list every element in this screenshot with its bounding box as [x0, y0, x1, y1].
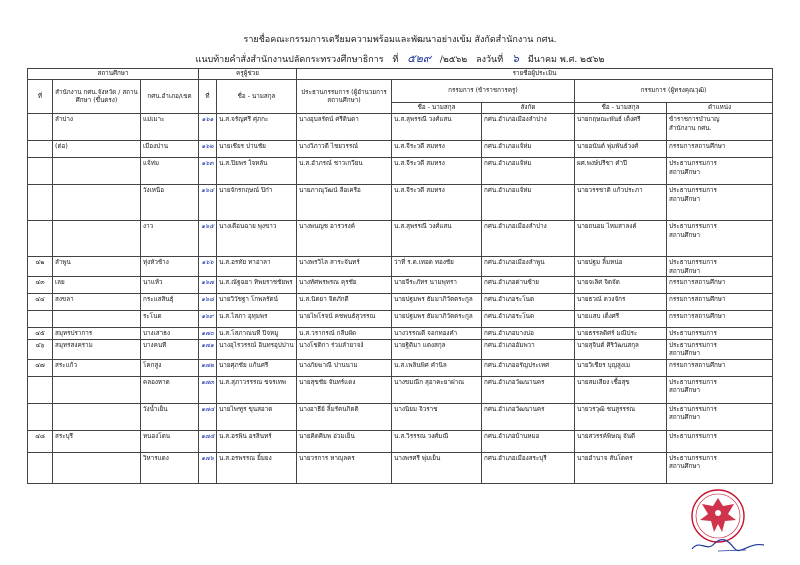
row-mentee-name: นายไพฑูร ขุนสอาด [217, 403, 297, 430]
row-com2-position [667, 430, 773, 452]
row-com2-name: นายจเลิศ จิตจัด [575, 277, 667, 294]
header-district: กศน.อำเภอ/เขต [141, 80, 199, 114]
row-com1-unit: กศน.อำเภอเมืองลำปาง [482, 114, 575, 141]
row-idx: ๑๗๔ [199, 403, 217, 430]
row-mentee-name: นายเชียร ปานชัย [217, 141, 297, 158]
table-row [28, 257, 773, 277]
row-number [28, 158, 53, 185]
table-row [28, 311, 773, 328]
header-mentee: ครูผู้ช่วย [199, 69, 297, 80]
date-rest: มีนาคม พ.ศ. ๒๕๖๒ [527, 55, 605, 65]
row-com2-position-line2: สำนักงาน กศน. [669, 124, 712, 132]
row-com2-position-line2: สถานศึกษา [669, 195, 701, 203]
header-com1-name: ชื่อ - นามสกุล [392, 103, 482, 114]
row-idx: ๑๗๑ [199, 339, 217, 359]
row-com1-name: นายจีระภัทร นามพุทรา [392, 277, 482, 294]
table-row [28, 339, 773, 359]
row-com2-position [667, 328, 773, 340]
row-office [53, 452, 141, 483]
row-com2-position [667, 452, 773, 483]
row-com2-position [667, 114, 773, 141]
row-com2-position [667, 403, 773, 430]
row-mentee-name: น.ส.สุภาวรรรณ ขจรเทพ [217, 376, 297, 403]
row-chair: นายวรการ หาญุลคร [297, 452, 392, 483]
row-com2-position-line1: ประธานกรรมการ [669, 223, 717, 230]
table-row [28, 328, 773, 340]
row-idx: ๑๖๕ [199, 221, 217, 257]
row-idx: ๑๗๒ [199, 359, 217, 376]
row-com2-position-line1: ประธานกรรมการ [669, 330, 717, 337]
row-chair: นางทัศพรพรณ คุรชัย [297, 277, 392, 294]
row-com1-unit: กศน.อำเภอบ้านหมอ [482, 430, 575, 452]
header-com2-name: ชื่อ - นามสกุล [575, 103, 667, 114]
row-chair: นางอาธีย์ ลิ้มรัตนกิตติ [297, 403, 392, 430]
row-mentee-name: น.ส.อรพรรณ ยิ้มยง [217, 452, 297, 483]
row-number [28, 185, 53, 221]
row-chair: นายไพโรจน์ คชพนธ์สุวรรณ [297, 311, 392, 328]
row-office [53, 376, 141, 403]
row-idx: ๑๗๓ [199, 376, 217, 403]
row-com1-name: น.ส.จีระวดี สมทรง [392, 141, 482, 158]
row-com2-position-line1: กรรมการสถานศึกษา [669, 361, 726, 369]
row-com2-position-line2: สถานศึกษา [669, 414, 701, 421]
row-office [53, 221, 141, 257]
row-com2-position-line1: ประธานกรรมการ [669, 454, 717, 462]
row-district: หนองโดน [141, 430, 199, 452]
row-com2-position-line1: ประธานกรรมการ [669, 341, 717, 349]
row-mentee-name: นายวิวัชฐา โกพลรัตน์ [217, 294, 297, 311]
row-com1-name: น.ส.สุพรรณี วงศ์แสน [392, 114, 482, 141]
document-title: รายชื่อคณะกรรมการเตรียมความพร้อมและพัฒนาอย่างเข้ม สังกัดสำนักงาน กศน. [243, 35, 557, 45]
row-com1-unit: กศน.อำเภอบางบ่อ [482, 328, 575, 340]
row-com2-position [667, 257, 773, 277]
row-com2-position [667, 141, 773, 158]
row-com2-name: นายวรวุฒิ ชนสูรรรณ [575, 403, 667, 430]
order-label: ที่ [392, 55, 399, 65]
row-office: ลำปาง [53, 114, 141, 141]
row-com2-name: นายถนอม ไหมสาลงค์ [575, 221, 667, 257]
row-office: สมุทรสงคราม [53, 339, 141, 359]
row-chair: นางพนญช อารวรงค์ [297, 221, 392, 257]
row-com2-name: นายสมเสียง เชื้อสุข [575, 376, 667, 403]
row-district: เมืองปาน [141, 141, 199, 158]
row-com2-position-line2: สถานศึกษา [669, 387, 701, 394]
header-com1: กรรมการ (ข้าราชการครู) [392, 80, 575, 103]
row-mentee-name: นายจักรกฤษณ์ ปิก๋า [217, 185, 297, 221]
row-com2-name: นายกฤษณะพันธ์ เต็งศรี [575, 114, 667, 141]
row-district: บางคนที [141, 339, 199, 359]
row-mentee-name: นายศุภชัย แก้นศรี [217, 359, 297, 376]
header-com2-pos: ตำแหน่ง [667, 103, 773, 114]
row-mentee-name: นางอุไรวรรณ์ อินทรอุปปาน [217, 339, 297, 359]
row-com1-name: นางพรศรี พุ่มเย็น [392, 452, 482, 483]
row-com1-unit: กศน.อำเภอแจ้ห่ม [482, 141, 575, 158]
row-number: ๔๘ [28, 430, 53, 452]
row-idx: ๑๖๖ [199, 257, 217, 277]
row-idx: ๑๖๒ [199, 141, 217, 158]
row-idx: ๑๖๓ [199, 158, 217, 185]
row-number: ๔๒ [28, 257, 53, 277]
table-row [28, 294, 773, 311]
row-number [28, 141, 53, 158]
row-com2-position-line1: ประธานกรรมการ [669, 259, 717, 266]
header-com1-unit: สังกัด [482, 103, 575, 114]
row-mentee-name: น.ส.โสภาณนที ปิจหมู [217, 328, 297, 340]
row-idx: ๑๖๙ [199, 311, 217, 328]
row-district: โคกสูง [141, 359, 199, 376]
table-row [28, 403, 773, 430]
row-chair: นายสุขชัย จันทร์แดง [297, 376, 392, 403]
row-mentee-name: น.ส.อรพิน อรสินทร์ [217, 430, 297, 452]
row-office: สงขลา [53, 294, 141, 311]
row-com1-unit: กศน.อำเภอด่านซ้าย [482, 277, 575, 294]
table-row [28, 185, 773, 221]
table-row [28, 376, 773, 403]
row-com2-position [667, 277, 773, 294]
row-com2-position-line1: กรรมการสถานศึกษา [669, 143, 726, 150]
row-com2-position-line1: ประธานกรรมการ [669, 405, 717, 413]
table-row [28, 430, 773, 452]
row-com2-name: นายปฐม ลิ้มหน่อ [575, 257, 667, 277]
row-chair: นางภัยฆาณี ปานนาม [297, 359, 392, 376]
table-row [28, 114, 773, 141]
row-com1-name: นายฐิติมา แตงสกุล [392, 339, 482, 359]
row-district: กระแสสินธุ์ [141, 294, 199, 311]
row-com2-position [667, 221, 773, 257]
row-com2-position-line1: ประธานกรรมการ [669, 160, 717, 167]
row-office: สระบุรี [53, 430, 141, 452]
row-district: แม่เมาะ [141, 114, 199, 141]
row-com2-name: ผศ.พงษ์ปรีชา คำปี [575, 158, 667, 185]
row-office [53, 185, 141, 221]
row-district: ทุ่งหัวช้าง [141, 257, 199, 277]
row-com1-unit: กศน.อำเภอระโนด [482, 311, 575, 328]
document-subtitle [0, 49, 800, 67]
order-number: ๕๒๙ [407, 52, 431, 65]
date-label: ลงวันที่ [476, 55, 504, 65]
row-com2-position [667, 158, 773, 185]
row-com1-name: นางวรรณดี จอกทองคำ [392, 328, 482, 340]
row-com1-name: น.ส.จีระวดี สมทรง [392, 185, 482, 221]
row-office: เลย [53, 277, 141, 294]
committee-table [27, 68, 773, 484]
row-com2-position-line2: สถานศึกษา [669, 463, 701, 470]
row-com2-position-line2: สถานศึกษา [669, 231, 701, 239]
row-number: ๔๖ [28, 339, 53, 359]
row-com1-unit: กศน.อำเภออัมพวา [482, 339, 575, 359]
row-chair: นางอุบลรัตน์ ศรีดินดา [297, 114, 392, 141]
row-district: บางเสาธง [141, 328, 199, 340]
row-com2-position [667, 376, 773, 403]
row-com2-name: นายอำนาจ สันโดคร [575, 452, 667, 483]
row-com1-unit: กศน.อำเภอวัฒนานคร [482, 376, 575, 403]
row-com1-name: ว่าที่ ร.ต.เทอด ทองชัย [392, 257, 482, 277]
header-com2: กรรมการ (ผู้ทรงคุณวุฒิ) [575, 80, 773, 103]
header-name: ชื่อ - นามสกุล [217, 80, 297, 114]
row-idx: ๑๖๔ [199, 185, 217, 221]
row-com2-position-line1: ประธานกรรมการ [669, 378, 717, 386]
row-com2-name: นายสุจินต์ ศิริวัฒนสกุล [575, 339, 667, 359]
row-com2-position-line2: สถานศึกษา [669, 168, 701, 176]
row-com2-position [667, 311, 773, 328]
row-com2-name: นายวรรชาติ แก้วประภา [575, 185, 667, 221]
row-com2-position [667, 359, 773, 376]
header-idx: ที่ [199, 80, 217, 114]
row-chair: น.ส.นิตยา จิตภักดี [297, 294, 392, 311]
row-chair: นางวิภาวดี ไชยวรรณ์ [297, 141, 392, 158]
row-com2-position-line2: สถานศึกษา [669, 350, 701, 357]
row-com1-unit: กศน.อำเภออรัญประเทศ [482, 359, 575, 376]
row-idx: ๑๖๘ [199, 294, 217, 311]
row-office: (ต่อ) [53, 141, 141, 158]
row-com2-position [667, 294, 773, 311]
row-com1-name: นางขมณีก สุอาคะยาฝาณ [392, 376, 482, 403]
row-number [28, 452, 53, 483]
row-com2-position-line1: ประธานกรรมการ [669, 432, 717, 440]
row-idx: ๑๗๕ [199, 430, 217, 452]
row-office [53, 311, 141, 328]
row-com1-name: นายปฐมพร ธัมมาภิวัตตระกูล [392, 311, 482, 328]
row-number [28, 376, 53, 403]
table-row [28, 158, 773, 185]
row-number [28, 221, 53, 257]
row-mentee-name: น.ส.ณัฐฉยา ทิพยราชชัยพร [217, 277, 297, 294]
row-office [53, 403, 141, 430]
row-number [28, 311, 53, 328]
table-row [28, 452, 773, 483]
row-com2-position [667, 339, 773, 359]
signature-icon [688, 536, 768, 554]
row-mentee-name: น.ส.อรทัย ทาอาลา [217, 257, 297, 277]
row-com2-position-line1: กรรมการสถานศึกษา [669, 279, 726, 286]
row-district: งาว [141, 221, 199, 257]
row-chair: นายภาณุวัฒน์ ลือเครือ [297, 185, 392, 221]
row-com2-name: นายสวรรค์พิษณุ จันดี [575, 430, 667, 452]
subtitle-prefix: แนบท้ายคำสั่งสำนักงานปลัดกระทรวงศึกษาธิการ [195, 55, 384, 65]
row-district: ระโนด [141, 311, 199, 328]
row-office [53, 158, 141, 185]
row-chair: นายคิดศิมพ อ่วมเย็น [297, 430, 392, 452]
row-com1-unit: กศน.อำเภอเมืองลำพูน [482, 257, 575, 277]
row-com1-name: นางนิยม จิวราช [392, 403, 482, 430]
row-com2-position [667, 185, 773, 221]
row-number: ๔๕ [28, 328, 53, 340]
row-com2-position-line1: ประธานกรรมการ [669, 187, 717, 194]
row-number: ๔๓ [28, 277, 53, 294]
row-com2-name: นายวิเชียร บุญสูงเม [575, 359, 667, 376]
row-com2-name: นายอนันต์ พุ่มพันธ์วงศ์ [575, 141, 667, 158]
row-number [28, 403, 53, 430]
row-idx: ๑๖๑ [199, 114, 217, 141]
row-number: ๔๔ [28, 294, 53, 311]
row-com1-name: น.ส.สุพรรณี วงศ์แสน [392, 221, 482, 257]
row-chair: นางโชติกา ร่วมลำยาจง์ [297, 339, 392, 359]
row-district: คลองหาด [141, 376, 199, 403]
header-office: สำนักงาน กศน.จังหวัด / สถานศึกษา (ขึ้นตรง) [53, 80, 141, 114]
row-com2-position-line1: กรรมการสถานศึกษา [669, 313, 726, 320]
table-row [28, 359, 773, 376]
row-chair: นางพรวิไล สาระจันทร์ [297, 257, 392, 277]
row-chair: น.ส.อำภรณ์ ชาวเกวียน [297, 158, 392, 185]
row-com2-position-line1: ข้าราชการบำนาญ [669, 116, 720, 123]
row-district: วิหารแดง [141, 452, 199, 483]
row-mentee-name: นางเดือนฉาย พุงขาว [217, 221, 297, 257]
row-com2-name: นายแสบ เต็งศรี [575, 311, 667, 328]
header-no: ที่ [28, 80, 53, 114]
row-idx: ๑๗๐ [199, 328, 217, 340]
row-office: สระแก้ว [53, 359, 141, 376]
table-row [28, 141, 773, 158]
row-com1-name: น.ส.จีระวดี สมทรง [392, 158, 482, 185]
row-com1-unit: กศน.อำเภอแจ้ห่ม [482, 185, 575, 221]
row-com1-unit: กศน.อำเภอเมืองลำปาง [482, 221, 575, 257]
row-com1-name: น.ส.เพลินพิศ คำนิล [392, 359, 482, 376]
header-school: สถานศึกษา [28, 69, 199, 80]
order-year: /๒๕๖๒ [439, 55, 468, 65]
row-com2-name: นายธวณ์ ดวงจักร [575, 294, 667, 311]
table-row [28, 277, 773, 294]
row-district: วังเหนือ [141, 185, 199, 221]
row-com1-unit: กศน.อำเภอเมืองสระบุรี [482, 452, 575, 483]
row-district: แจ้ห่ม [141, 158, 199, 185]
row-com1-unit: กศน.อำเภอระโนด [482, 294, 575, 311]
row-com2-name: นายธรรลดิศร์ มณีประ [575, 328, 667, 340]
header-chair: ประธานกรรมการ (ผู้อำนวยการสถานศึกษา) [297, 80, 392, 114]
table-row [28, 221, 773, 257]
row-mentee-name: น.ส.ไสภา อุทุมพร [217, 311, 297, 328]
header-evaluators: รายชื่อผู้ประเมิน [297, 69, 773, 80]
row-com1-unit: กศน.อำเภอวัฒนานคร [482, 403, 575, 430]
row-com1-name: นายปฐมพร ธัมมาภิวัตตระกูล [392, 294, 482, 311]
row-com2-position-line1: กรรมการสถานศึกษา [669, 296, 726, 303]
row-com1-unit: กศน.อำเภอแจ้ห่ม [482, 158, 575, 185]
date-day: ๖ [512, 52, 519, 65]
row-number [28, 114, 53, 141]
row-number: ๔๗ [28, 359, 53, 376]
row-com1-name: น.ส.วิรรรณ วงศ์มณี [392, 430, 482, 452]
row-mentee-name: น.ส.ปิยพร ใจหลัน [217, 158, 297, 185]
row-chair: น.ส.วรากรณ์ กลีบผัด [297, 328, 392, 340]
row-district: วังน้ำเย็น [141, 403, 199, 430]
row-idx: ๑๗๖ [199, 452, 217, 483]
row-idx: ๑๖๗ [199, 277, 217, 294]
row-com2-position-line2: สถานศึกษา [669, 267, 701, 275]
row-district: นาแห้ว [141, 277, 199, 294]
row-office: สมุทรปราการ [53, 328, 141, 340]
row-office: ลำพูน [53, 257, 141, 277]
row-mentee-name: น.ส.จรัญศรี ศุภกะ [217, 114, 297, 141]
